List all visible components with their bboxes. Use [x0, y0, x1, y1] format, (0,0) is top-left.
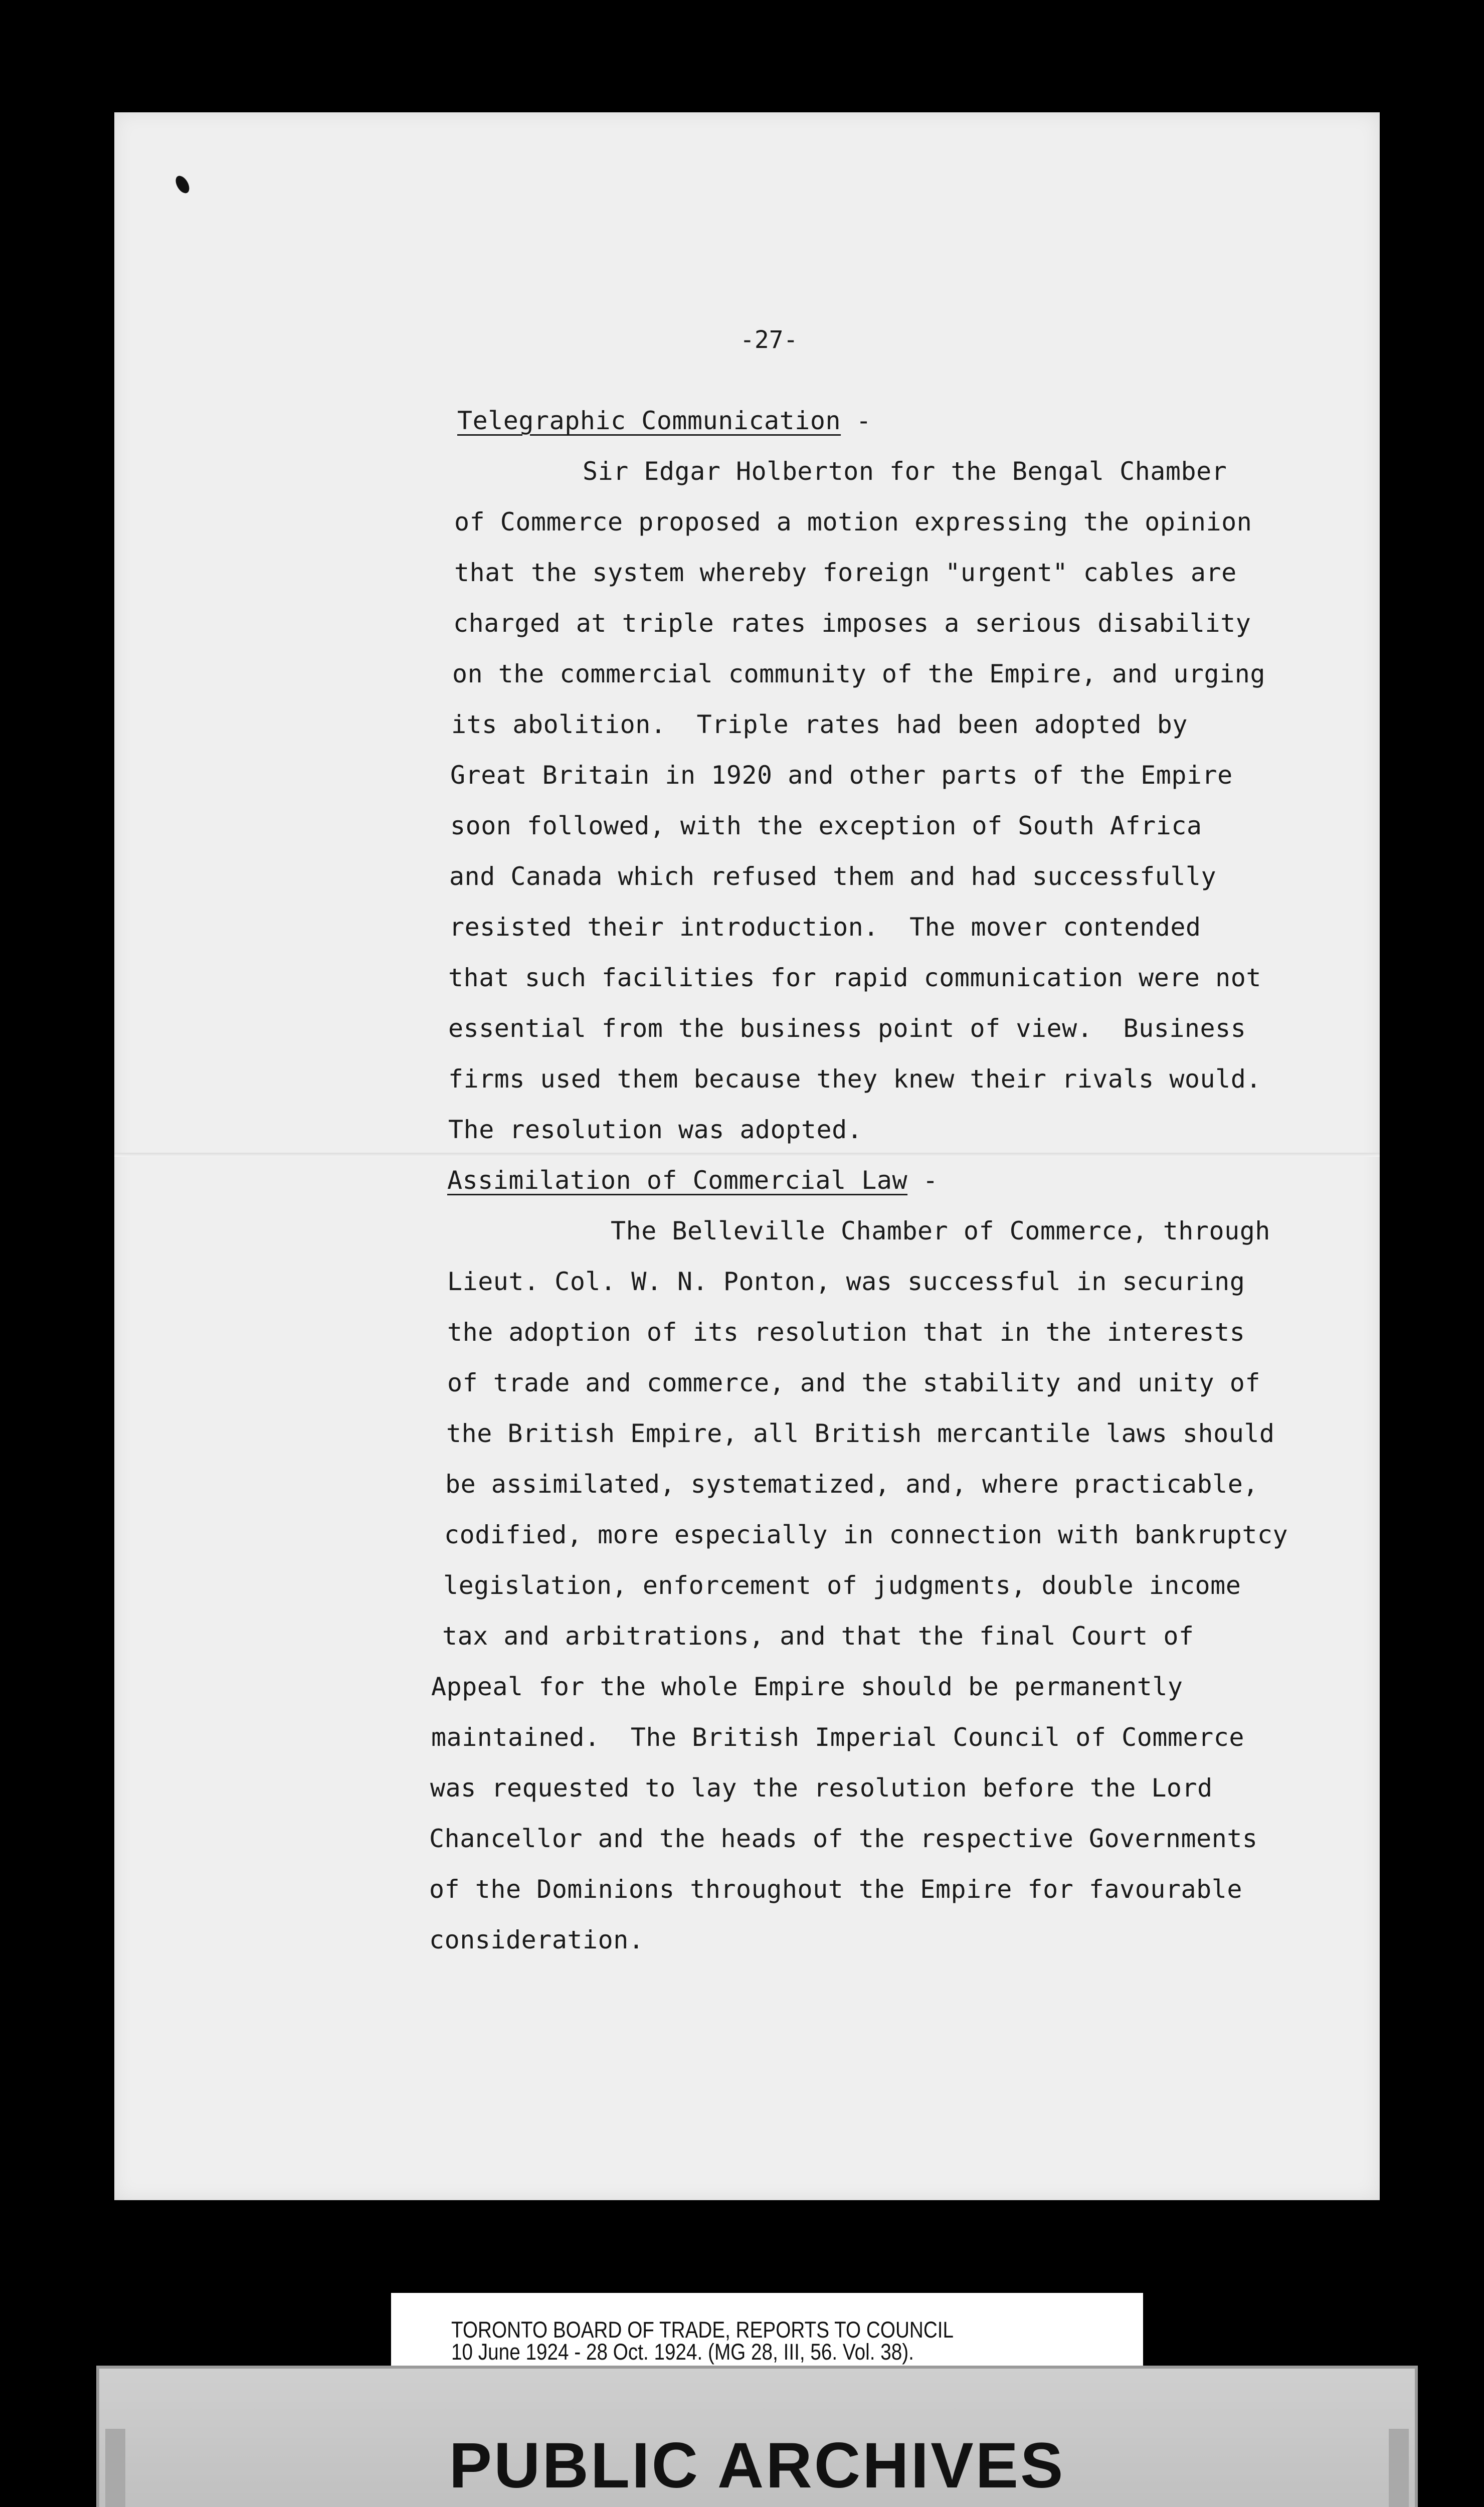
paragraph-line: and Canada which refused them and had successfully [449, 862, 1217, 891]
paragraph-line: essential from the business point of view. Business [448, 1014, 1246, 1043]
paragraph-line: consideration. [429, 1925, 644, 1954]
paragraph-line: the British Empire, all British mercantile laws should [446, 1419, 1275, 1448]
paragraph-line: charged at triple rates imposes a serious disability [453, 609, 1251, 638]
section-heading-telegraphic [457, 396, 871, 446]
paragraph-line: soon followed, with the exception of South Africa [450, 811, 1202, 840]
paragraph-line: tax and arbitrations, and that the final Court of [442, 1622, 1194, 1651]
paragraph-line: codified, more especially in connection with bankruptcy [444, 1520, 1288, 1549]
paragraph-line: on the commercial community of the Empire, and urging [452, 659, 1265, 688]
paragraph-line: Chancellor and the heads of the respective Governments [429, 1824, 1258, 1853]
section-heading-text: Telegraphic Communication [457, 406, 841, 435]
public-archives-stamp [96, 2366, 1418, 2507]
paragraph-line: resisted their introduction. The mover contended [449, 913, 1201, 942]
paragraph-line: of the Dominions throughout the Empire for favourable [429, 1875, 1242, 1904]
paragraph-line: legislation, enforcement of judgments, double income [443, 1571, 1241, 1600]
paragraph-line: that such facilities for rapid communication were not [448, 963, 1261, 992]
paragraph-line: of trade and commerce, and the stability and unity of [447, 1368, 1260, 1397]
paragraph-line: that the system whereby foreign "urgent" cables are [454, 558, 1237, 587]
scanned-page [114, 112, 1380, 2200]
paragraph-line: The resolution was adopted. [448, 1115, 863, 1144]
section-heading-text: Assimilation of Commercial Law [447, 1166, 908, 1195]
paragraph-line: its abolition. Triple rates had been adopted by [451, 710, 1188, 739]
archive-label-line: 10 June 1924 - 28 Oct. 1924. (MG 28, III, 56. Vol. 38). [451, 2339, 914, 2365]
heading-dash: - [841, 406, 872, 435]
paragraph-line: firms used them because they knew their rivals would. [448, 1064, 1261, 1094]
paragraph-line: Lieut. Col. W. N. Ponton, was successful in securing [447, 1267, 1245, 1296]
paragraph-line: of Commerce proposed a motion expressing the opinion [454, 507, 1252, 536]
paragraph-line: Sir Edgar Holberton for the Bengal Chamber [583, 457, 1227, 486]
paragraph-line: Great Britain in 1920 and other parts of the Empire [450, 761, 1233, 790]
paragraph-line: the adoption of its resolution that in the interests [447, 1318, 1245, 1347]
paragraph-line: was requested to lay the resolution before the Lord [430, 1773, 1213, 1803]
ink-speck [173, 173, 192, 196]
paragraph-line: maintained. The British Imperial Council of Commerce [431, 1723, 1244, 1752]
stamp-line-english: PUBLIC ARCHIVES [449, 2430, 1065, 2501]
section-heading-assimilation [447, 1155, 938, 1206]
paragraph-line: The Belleville Chamber of Commerce, through [611, 1216, 1270, 1245]
archive-label-line: TORONTO BOARD OF TRADE, REPORTS TO COUNCIL [451, 2317, 954, 2343]
page-number: -27- [740, 326, 798, 354]
paragraph-line: be assimilated, systematized, and, where practicable, [445, 1470, 1258, 1499]
heading-dash: - [907, 1166, 939, 1195]
archive-reference-label [391, 2293, 1143, 2374]
paragraph-line: Appeal for the whole Empire should be permanently [431, 1672, 1183, 1701]
